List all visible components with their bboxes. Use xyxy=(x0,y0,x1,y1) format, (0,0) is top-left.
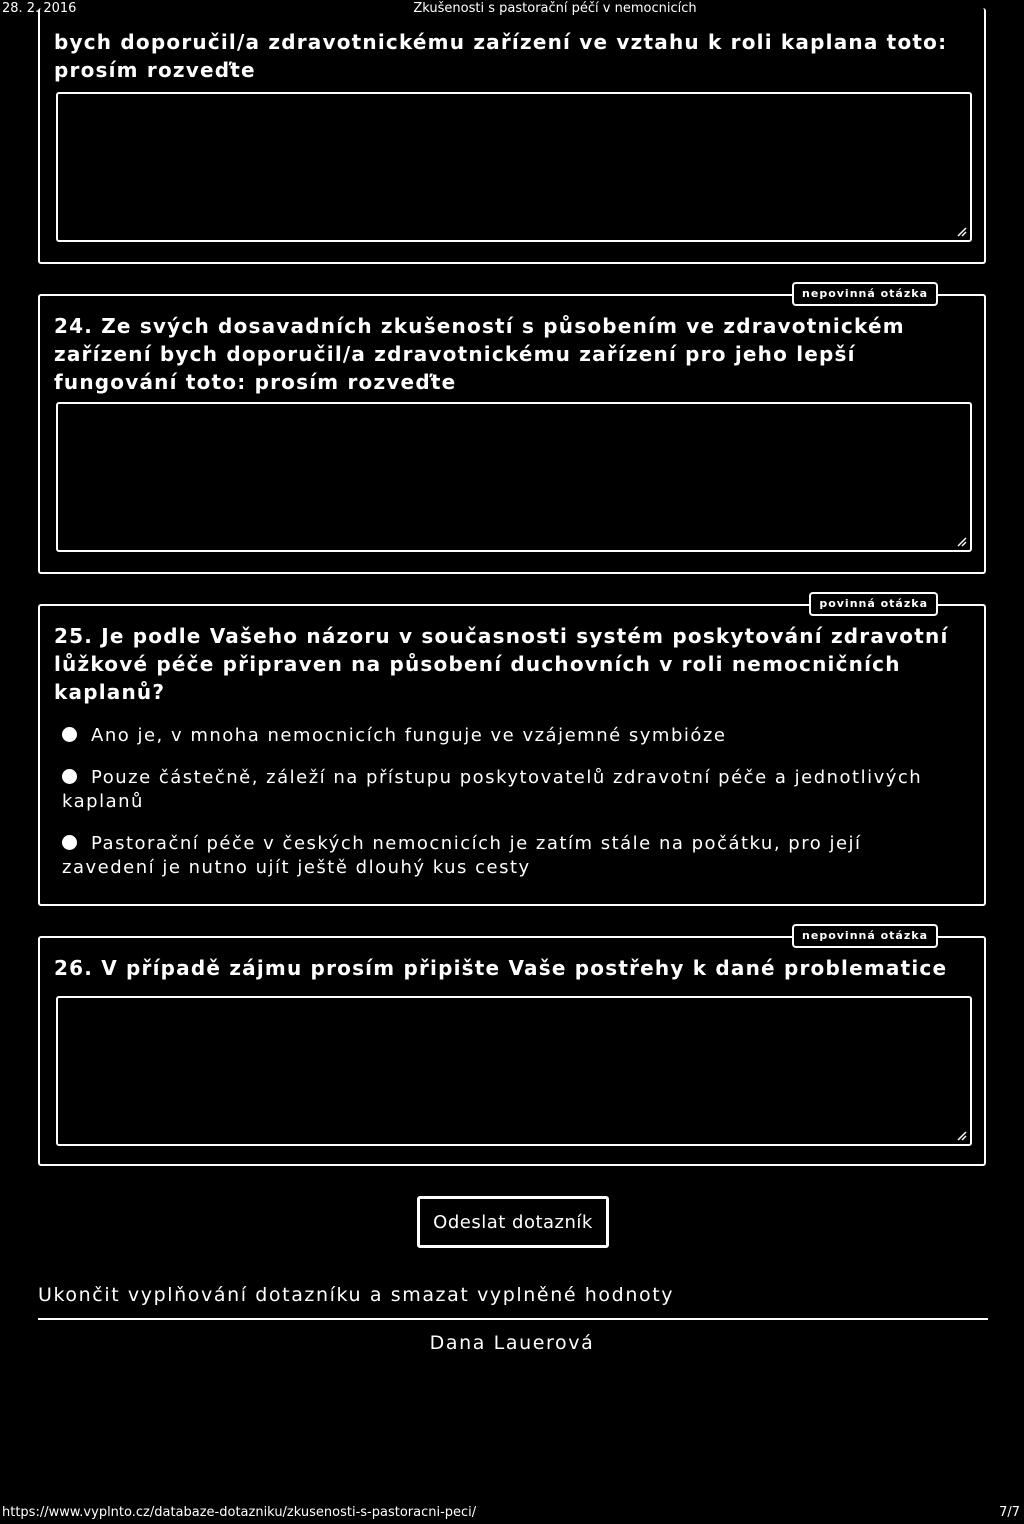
author-name: Dana Lauerová xyxy=(429,1332,595,1354)
divider xyxy=(38,1318,988,1320)
question-24-text: 24. Ze svých dosavadních zkušeností s působením ve zdravotnickém zařízení bych doporučil/a zdravotnickému zařízení pro jeho lepší fungování toto: prosím rozveďte xyxy=(54,314,905,394)
question-25-text: 25. Je podle Vašeho názoru v současnosti systém poskytování zdravotní lůžkové péče připraven na působení duchovních v roli nemocničních kaplanů? xyxy=(54,624,949,704)
question-26-text: 26. V případě zájmu prosím připište Vaše postřehy k dané problematice xyxy=(54,956,948,980)
question-24-textarea[interactable] xyxy=(56,402,972,552)
required-badge: povinná otázka xyxy=(809,592,938,616)
radio-button-icon[interactable] xyxy=(62,769,77,784)
answer-option-3[interactable] xyxy=(62,832,942,880)
question-24-box xyxy=(38,287,986,574)
question-23-text: bych doporučil/a zdravotnickému zařízení ve vztahu k roli kaplana toto: prosím rozveďte xyxy=(54,30,948,82)
resize-grip-icon[interactable] xyxy=(955,1129,967,1141)
question-26-textarea[interactable] xyxy=(56,996,972,1146)
answer-option-label: Pastorační péče v českých nemocnicích je zatím stále na počátku, pro její zavedení je nutno ujít ještě dlouhý kus cesty xyxy=(62,833,862,878)
radio-button-icon[interactable] xyxy=(62,835,77,850)
answer-option-label: Ano je, v mnoha nemocnicích funguje ve vzájemné symbióze xyxy=(91,725,727,746)
question-25-box xyxy=(38,597,986,906)
answer-option-1[interactable] xyxy=(62,724,942,748)
optional-badge: nepovinná otázka xyxy=(792,924,938,948)
print-url: https://www.vyplnto.cz/databaze-dotazniku/zkusenosti-s-pastoracni-peci/ xyxy=(2,1505,477,1520)
optional-badge: nepovinná otázka xyxy=(792,282,938,306)
question-23-box xyxy=(38,8,986,264)
question-26-box xyxy=(38,929,986,1166)
cancel-survey-link[interactable]: Ukončit vyplňování dotazníku a smazat vyplněné hodnoty xyxy=(38,1284,675,1306)
resize-grip-icon[interactable] xyxy=(955,535,967,547)
question-23-textarea[interactable] xyxy=(56,92,972,242)
print-page-title: Zkušenosti s pastorační péčí v nemocnicích xyxy=(413,1,697,16)
print-page-number: 7/7 xyxy=(999,1505,1020,1520)
answer-option-2[interactable] xyxy=(62,766,942,814)
print-footer xyxy=(0,1505,1024,1524)
answer-option-label: Pouze částečně, záleží na přístupu poskytovatelů zdravotní péče a jednotlivých kaplanů xyxy=(62,767,923,812)
resize-grip-icon[interactable] xyxy=(955,225,967,237)
print-date: 28. 2. 2016 xyxy=(2,1,77,16)
submit-button[interactable]: Odeslat dotazník xyxy=(417,1196,609,1248)
radio-button-icon[interactable] xyxy=(62,727,77,742)
